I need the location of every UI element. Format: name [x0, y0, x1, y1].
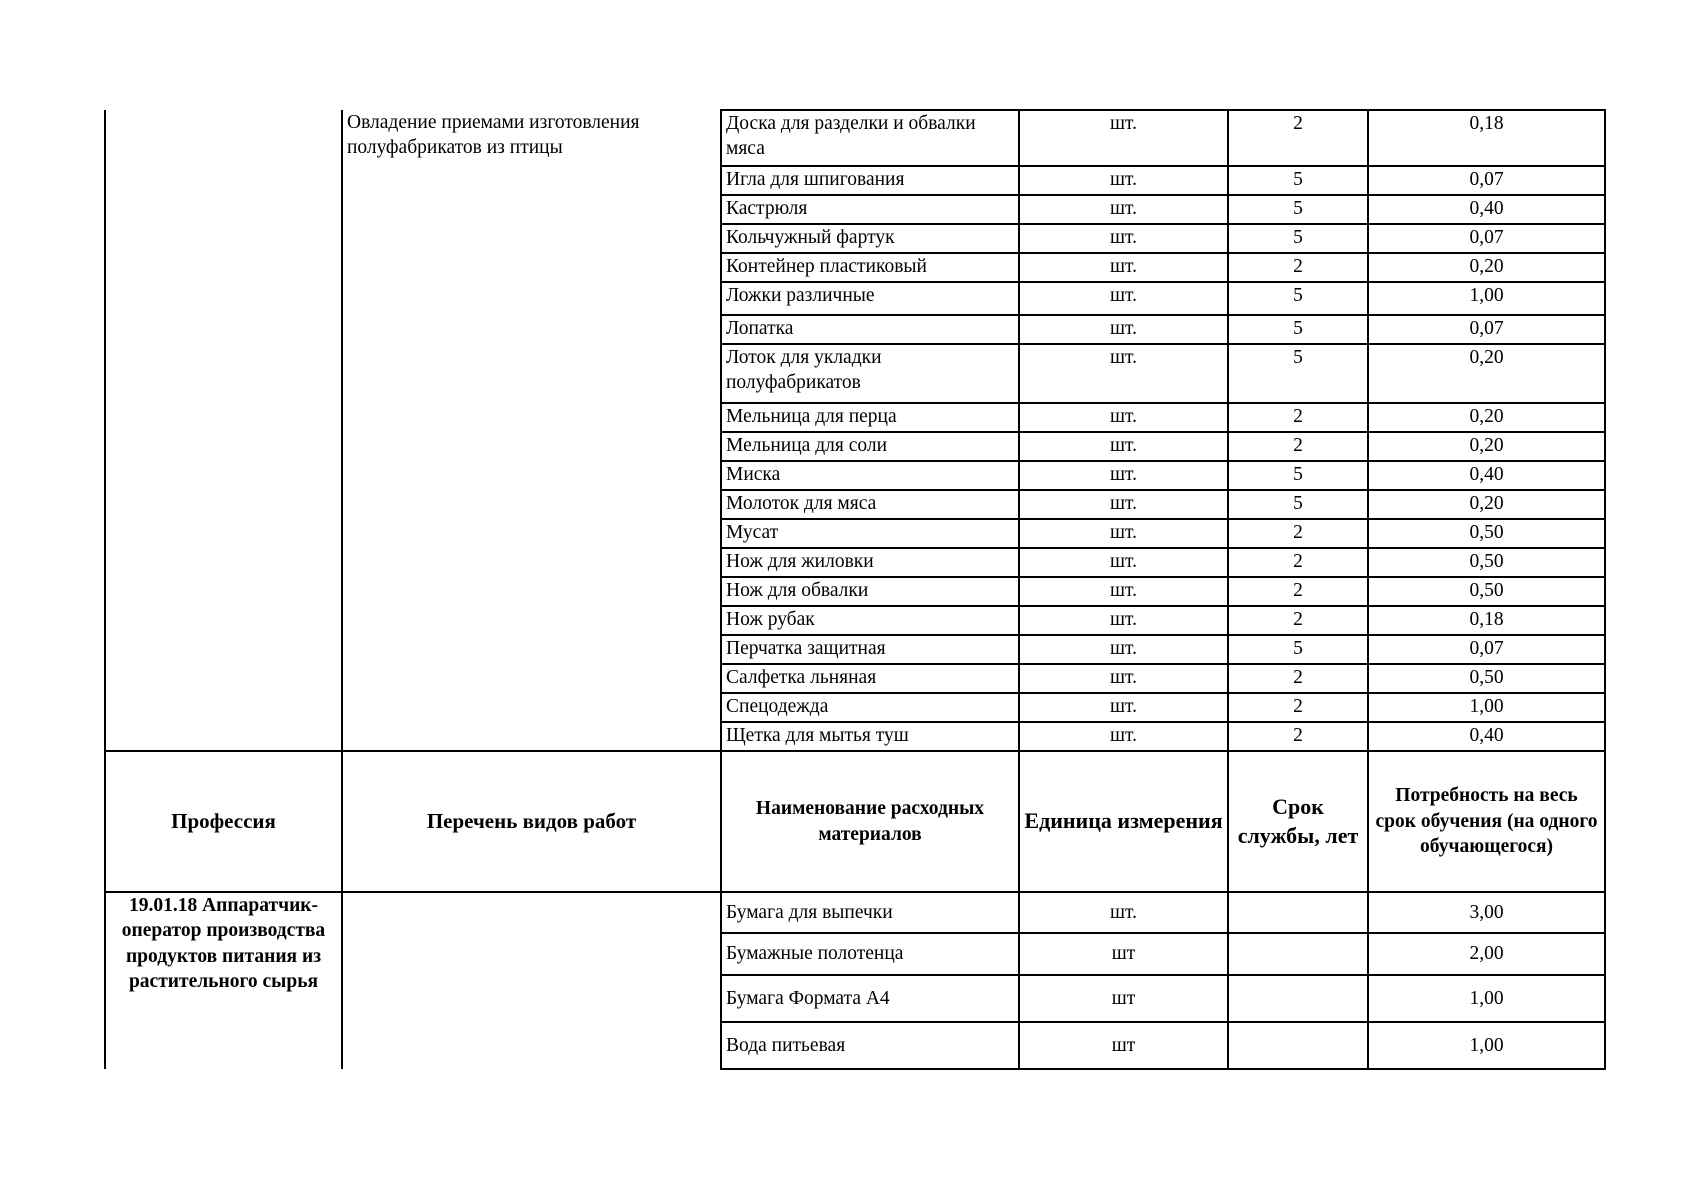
unit-cell: шт — [1019, 975, 1228, 1022]
material-name: Кольчужный фартук — [721, 224, 1019, 253]
need-cell: 0,40 — [1368, 461, 1605, 490]
unit-cell: шт. — [1019, 722, 1228, 751]
material-name: Игла для шпигования — [721, 166, 1019, 195]
material-name: Вода питьевая — [721, 1022, 1019, 1069]
header-materials: Наименование расходных материалов — [721, 751, 1019, 892]
need-cell: 0,50 — [1368, 664, 1605, 693]
need-cell: 0,40 — [1368, 195, 1605, 224]
need-cell: 0,20 — [1368, 432, 1605, 461]
material-name: Лоток для укладки полуфабрикатов — [721, 344, 1019, 403]
need-cell: 1,00 — [1368, 693, 1605, 722]
service-life-cell: 2 — [1228, 693, 1368, 722]
material-name: Лопатка — [721, 315, 1019, 344]
need-cell: 0,07 — [1368, 224, 1605, 253]
service-life-cell: 5 — [1228, 224, 1368, 253]
material-name: Контейнер пластиковый — [721, 253, 1019, 282]
unit-cell: шт. — [1019, 693, 1228, 722]
need-cell: 0,20 — [1368, 403, 1605, 432]
need-cell: 0,18 — [1368, 110, 1605, 166]
header-body — [105, 751, 1605, 892]
service-life-cell: 2 — [1228, 664, 1368, 693]
service-life-cell — [1228, 975, 1368, 1022]
material-name: Салфетка льняная — [721, 664, 1019, 693]
service-life-cell: 5 — [1228, 166, 1368, 195]
service-life-cell: 5 — [1228, 195, 1368, 224]
need-cell: 0,07 — [1368, 315, 1605, 344]
work-type-cell-empty — [342, 892, 721, 1069]
service-life-cell: 2 — [1228, 253, 1368, 282]
need-cell: 0,20 — [1368, 253, 1605, 282]
need-cell: 0,07 — [1368, 635, 1605, 664]
header-need: Потребность на весь срок обучения (на одного обучающегося) — [1368, 751, 1605, 892]
unit-cell: шт — [1019, 933, 1228, 975]
material-name: Нож рубак — [721, 606, 1019, 635]
material-name: Молоток для мяса — [721, 490, 1019, 519]
material-name: Нож для обвалки — [721, 577, 1019, 606]
unit-cell: шт. — [1019, 461, 1228, 490]
table-row — [105, 110, 1605, 166]
header-unit: Единица измерения — [1019, 751, 1228, 892]
service-life-cell: 5 — [1228, 282, 1368, 315]
unit-cell: шт. — [1019, 166, 1228, 195]
section2-body — [105, 892, 1605, 1069]
unit-cell: шт. — [1019, 195, 1228, 224]
need-cell: 0,18 — [1368, 606, 1605, 635]
need-cell: 1,00 — [1368, 282, 1605, 315]
need-cell: 3,00 — [1368, 892, 1605, 933]
unit-cell: шт. — [1019, 282, 1228, 315]
need-cell: 0,07 — [1368, 166, 1605, 195]
material-name: Доска для разделки и обвалки мяса — [721, 110, 1019, 166]
service-life-cell: 5 — [1228, 315, 1368, 344]
need-cell: 1,00 — [1368, 975, 1605, 1022]
unit-cell: шт. — [1019, 403, 1228, 432]
material-name: Мусат — [721, 519, 1019, 548]
unit-cell: шт. — [1019, 224, 1228, 253]
materials-table — [104, 109, 1606, 1070]
service-life-cell: 2 — [1228, 110, 1368, 166]
material-name: Бумага Формата А4 — [721, 975, 1019, 1022]
unit-cell: шт. — [1019, 892, 1228, 933]
service-life-cell: 2 — [1228, 722, 1368, 751]
unit-cell: шт. — [1019, 490, 1228, 519]
need-cell: 2,00 — [1368, 933, 1605, 975]
column-header-row — [105, 751, 1605, 892]
material-name: Спецодежда — [721, 693, 1019, 722]
unit-cell: шт. — [1019, 548, 1228, 577]
service-life-cell — [1228, 933, 1368, 975]
material-name: Бумажные полотенца — [721, 933, 1019, 975]
need-cell: 0,50 — [1368, 577, 1605, 606]
service-life-cell: 5 — [1228, 490, 1368, 519]
service-life-cell: 2 — [1228, 403, 1368, 432]
unit-cell: шт. — [1019, 664, 1228, 693]
material-name: Щетка для мытья туш — [721, 722, 1019, 751]
material-name: Бумага для выпечки — [721, 892, 1019, 933]
unit-cell: шт. — [1019, 635, 1228, 664]
service-life-cell: 5 — [1228, 461, 1368, 490]
service-life-cell: 2 — [1228, 548, 1368, 577]
need-cell: 0,20 — [1368, 490, 1605, 519]
service-life-cell: 2 — [1228, 432, 1368, 461]
service-life-cell: 2 — [1228, 577, 1368, 606]
unit-cell: шт. — [1019, 315, 1228, 344]
unit-cell: шт — [1019, 1022, 1228, 1069]
unit-cell: шт. — [1019, 344, 1228, 403]
header-profession: Профессия — [105, 751, 342, 892]
material-name: Ложки различные — [721, 282, 1019, 315]
service-life-cell: 5 — [1228, 344, 1368, 403]
material-name: Перчатка защитная — [721, 635, 1019, 664]
unit-cell: шт. — [1019, 519, 1228, 548]
unit-cell: шт. — [1019, 432, 1228, 461]
service-life-cell: 2 — [1228, 606, 1368, 635]
service-life-cell: 5 — [1228, 635, 1368, 664]
header-life: Срок службы, лет — [1228, 751, 1368, 892]
need-cell: 0,50 — [1368, 548, 1605, 577]
profession-cell: 19.01.18 Аппаратчик-оператор производства продуктов питания из растительного сырья — [105, 892, 342, 1069]
table-row — [105, 892, 1605, 933]
unit-cell: шт. — [1019, 110, 1228, 166]
service-life-cell — [1228, 892, 1368, 933]
need-cell: 1,00 — [1368, 1022, 1605, 1069]
material-name: Мельница для перца — [721, 403, 1019, 432]
material-name: Миска — [721, 461, 1019, 490]
material-name: Кастрюля — [721, 195, 1019, 224]
work-type-cell: Овладение приемами изготовления полуфабрикатов из птицы — [342, 110, 721, 751]
need-cell: 0,50 — [1368, 519, 1605, 548]
unit-cell: шт. — [1019, 577, 1228, 606]
material-name: Нож для жиловки — [721, 548, 1019, 577]
unit-cell: шт. — [1019, 253, 1228, 282]
profession-cell-empty — [105, 110, 342, 751]
need-cell: 0,20 — [1368, 344, 1605, 403]
unit-cell: шт. — [1019, 606, 1228, 635]
material-name: Мельница для соли — [721, 432, 1019, 461]
header-works: Перечень видов работ — [342, 751, 721, 892]
service-life-cell: 2 — [1228, 519, 1368, 548]
need-cell: 0,40 — [1368, 722, 1605, 751]
service-life-cell — [1228, 1022, 1368, 1069]
section1-body — [105, 110, 1605, 751]
